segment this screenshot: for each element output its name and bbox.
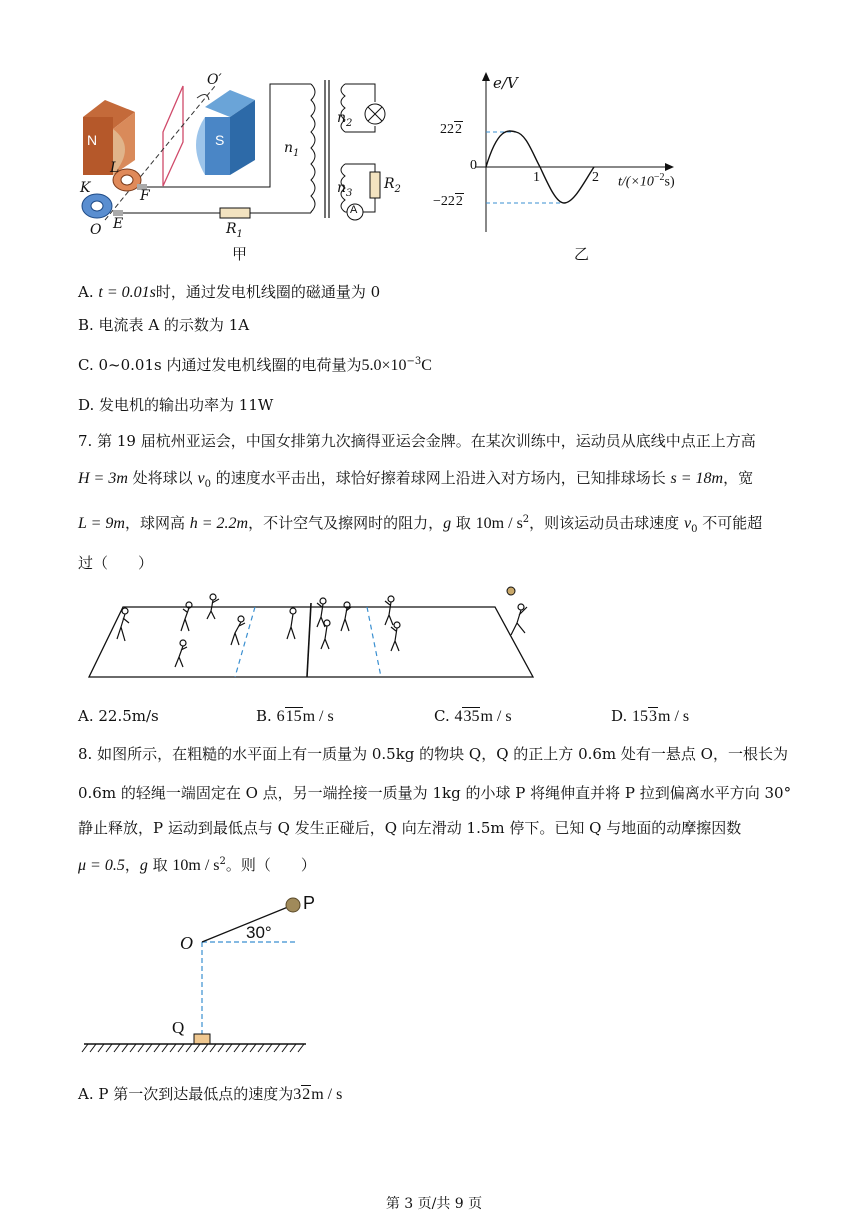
axis-o-prime-label: O′ (207, 72, 222, 88)
graph-ylabel: e/V (493, 74, 518, 92)
graph-ytick-bottom: −222 (433, 194, 463, 209)
q8-line-2: 0.6m 的轻绳一端固定在 O 点，另一端拴接一质量为 1kg 的小球 P 将绳伸直并将 P 拉到偏离水平方向 30° (78, 784, 792, 802)
graph-xlabel: $t/(\times 10^{-2}s)$ (618, 172, 675, 190)
graph-xtick-1: 1 (533, 170, 540, 185)
pendulum-figure (80, 890, 320, 1060)
q7-option-b: B. 615m / s (256, 707, 334, 725)
q7-line-4: 过（ ） (78, 554, 154, 572)
graph-xtick-2: 2 (592, 170, 599, 185)
q6-option-d: D. 发电机的输出功率为 11W (78, 396, 274, 414)
resistor-r1-label: $R_1$ (226, 221, 243, 240)
q8-line-1: 8. 如图所示，在粗糙的水平面上有一质量为 0.5kg 的物块 Q，Q 的正上方 0.6m 处有一悬点 O，一根长为 (78, 745, 788, 763)
generator-circuit-figure (75, 72, 415, 267)
q7-line-2: H = 3m 处将球以 $v_0$ 的速度水平击出，球恰好擦着球网上沿进入对方场内，已知排球场长 s = 18m，宽 (78, 469, 754, 490)
q7-option-c: C. 435m / s (434, 707, 512, 725)
q7-option-d: D. 153m / s (611, 707, 690, 725)
graph-ytick-zero: 0 (470, 158, 477, 173)
magnet-n-label: N (87, 132, 98, 148)
q6-option-b: B. 电流表 A 的示数为 1A (78, 316, 250, 334)
q8-line-4: μ = 0.5，g 取 $10m / s^2$。则（ ） (78, 856, 316, 874)
q7-line-1: 7. 第 19 届杭州亚运会，中国女排第九次摘得亚运会金牌。在某次训练中，运动员从底线中点正上方高 (78, 432, 756, 450)
page-footer: 第 3 页/共 9 页 (385, 1196, 483, 1212)
coil-n3-label: $n_3$ (337, 180, 353, 199)
ammeter-label: A (350, 204, 358, 216)
ring-l-label: L (110, 160, 120, 176)
q8-line-3: 静止释放，P 运动到最低点与 Q 发生正碰后，Q 向左滑动 1.5m 停下。已知 Q 与地面的动摩擦因数 (78, 819, 742, 837)
q8-option-a: A. P 第一次到达最低点的速度为32m / s (78, 1085, 343, 1103)
resistor-r2-label: $R_2$ (384, 176, 401, 195)
graph-ytick-top: 222 (440, 122, 462, 137)
figure-jia-caption: 甲 (232, 245, 248, 263)
axis-o-label: O (90, 222, 102, 238)
pendulum-q-label: Q (172, 1018, 185, 1037)
pendulum-p-label: P (303, 893, 316, 913)
brush-f-label: F (140, 188, 150, 204)
pendulum-o-label: O (180, 933, 193, 953)
coil-n1-label: $n_1$ (284, 140, 300, 159)
coil-n2-label: $n_2$ (337, 110, 353, 129)
figure-yi-caption: 乙 (574, 245, 590, 263)
ring-k-label: K (80, 180, 91, 196)
q6-option-c: C. 0~0.01s 内通过发电机线圈的电荷量为$5.0\times 10^{-3}C$ (78, 356, 432, 374)
emf-time-graph (470, 72, 680, 237)
magnet-s-label: S (215, 132, 225, 148)
q6-option-a: A. t = 0.01s时，通过发电机线圈的磁通量为 0 (78, 283, 381, 301)
q7-line-3: L = 9m，球网高 h = 2.2m，不计空气及擦网时的阻力，g 取 $10m / s^2$，则该运动员击球速度 $v_0$ 不可能超 (78, 514, 763, 535)
q7-option-a: A. 22.5m/s (78, 707, 159, 725)
volleyball-court-figure (85, 585, 545, 685)
pendulum-angle-label: 30° (246, 923, 272, 942)
brush-e-label: E (113, 216, 124, 232)
